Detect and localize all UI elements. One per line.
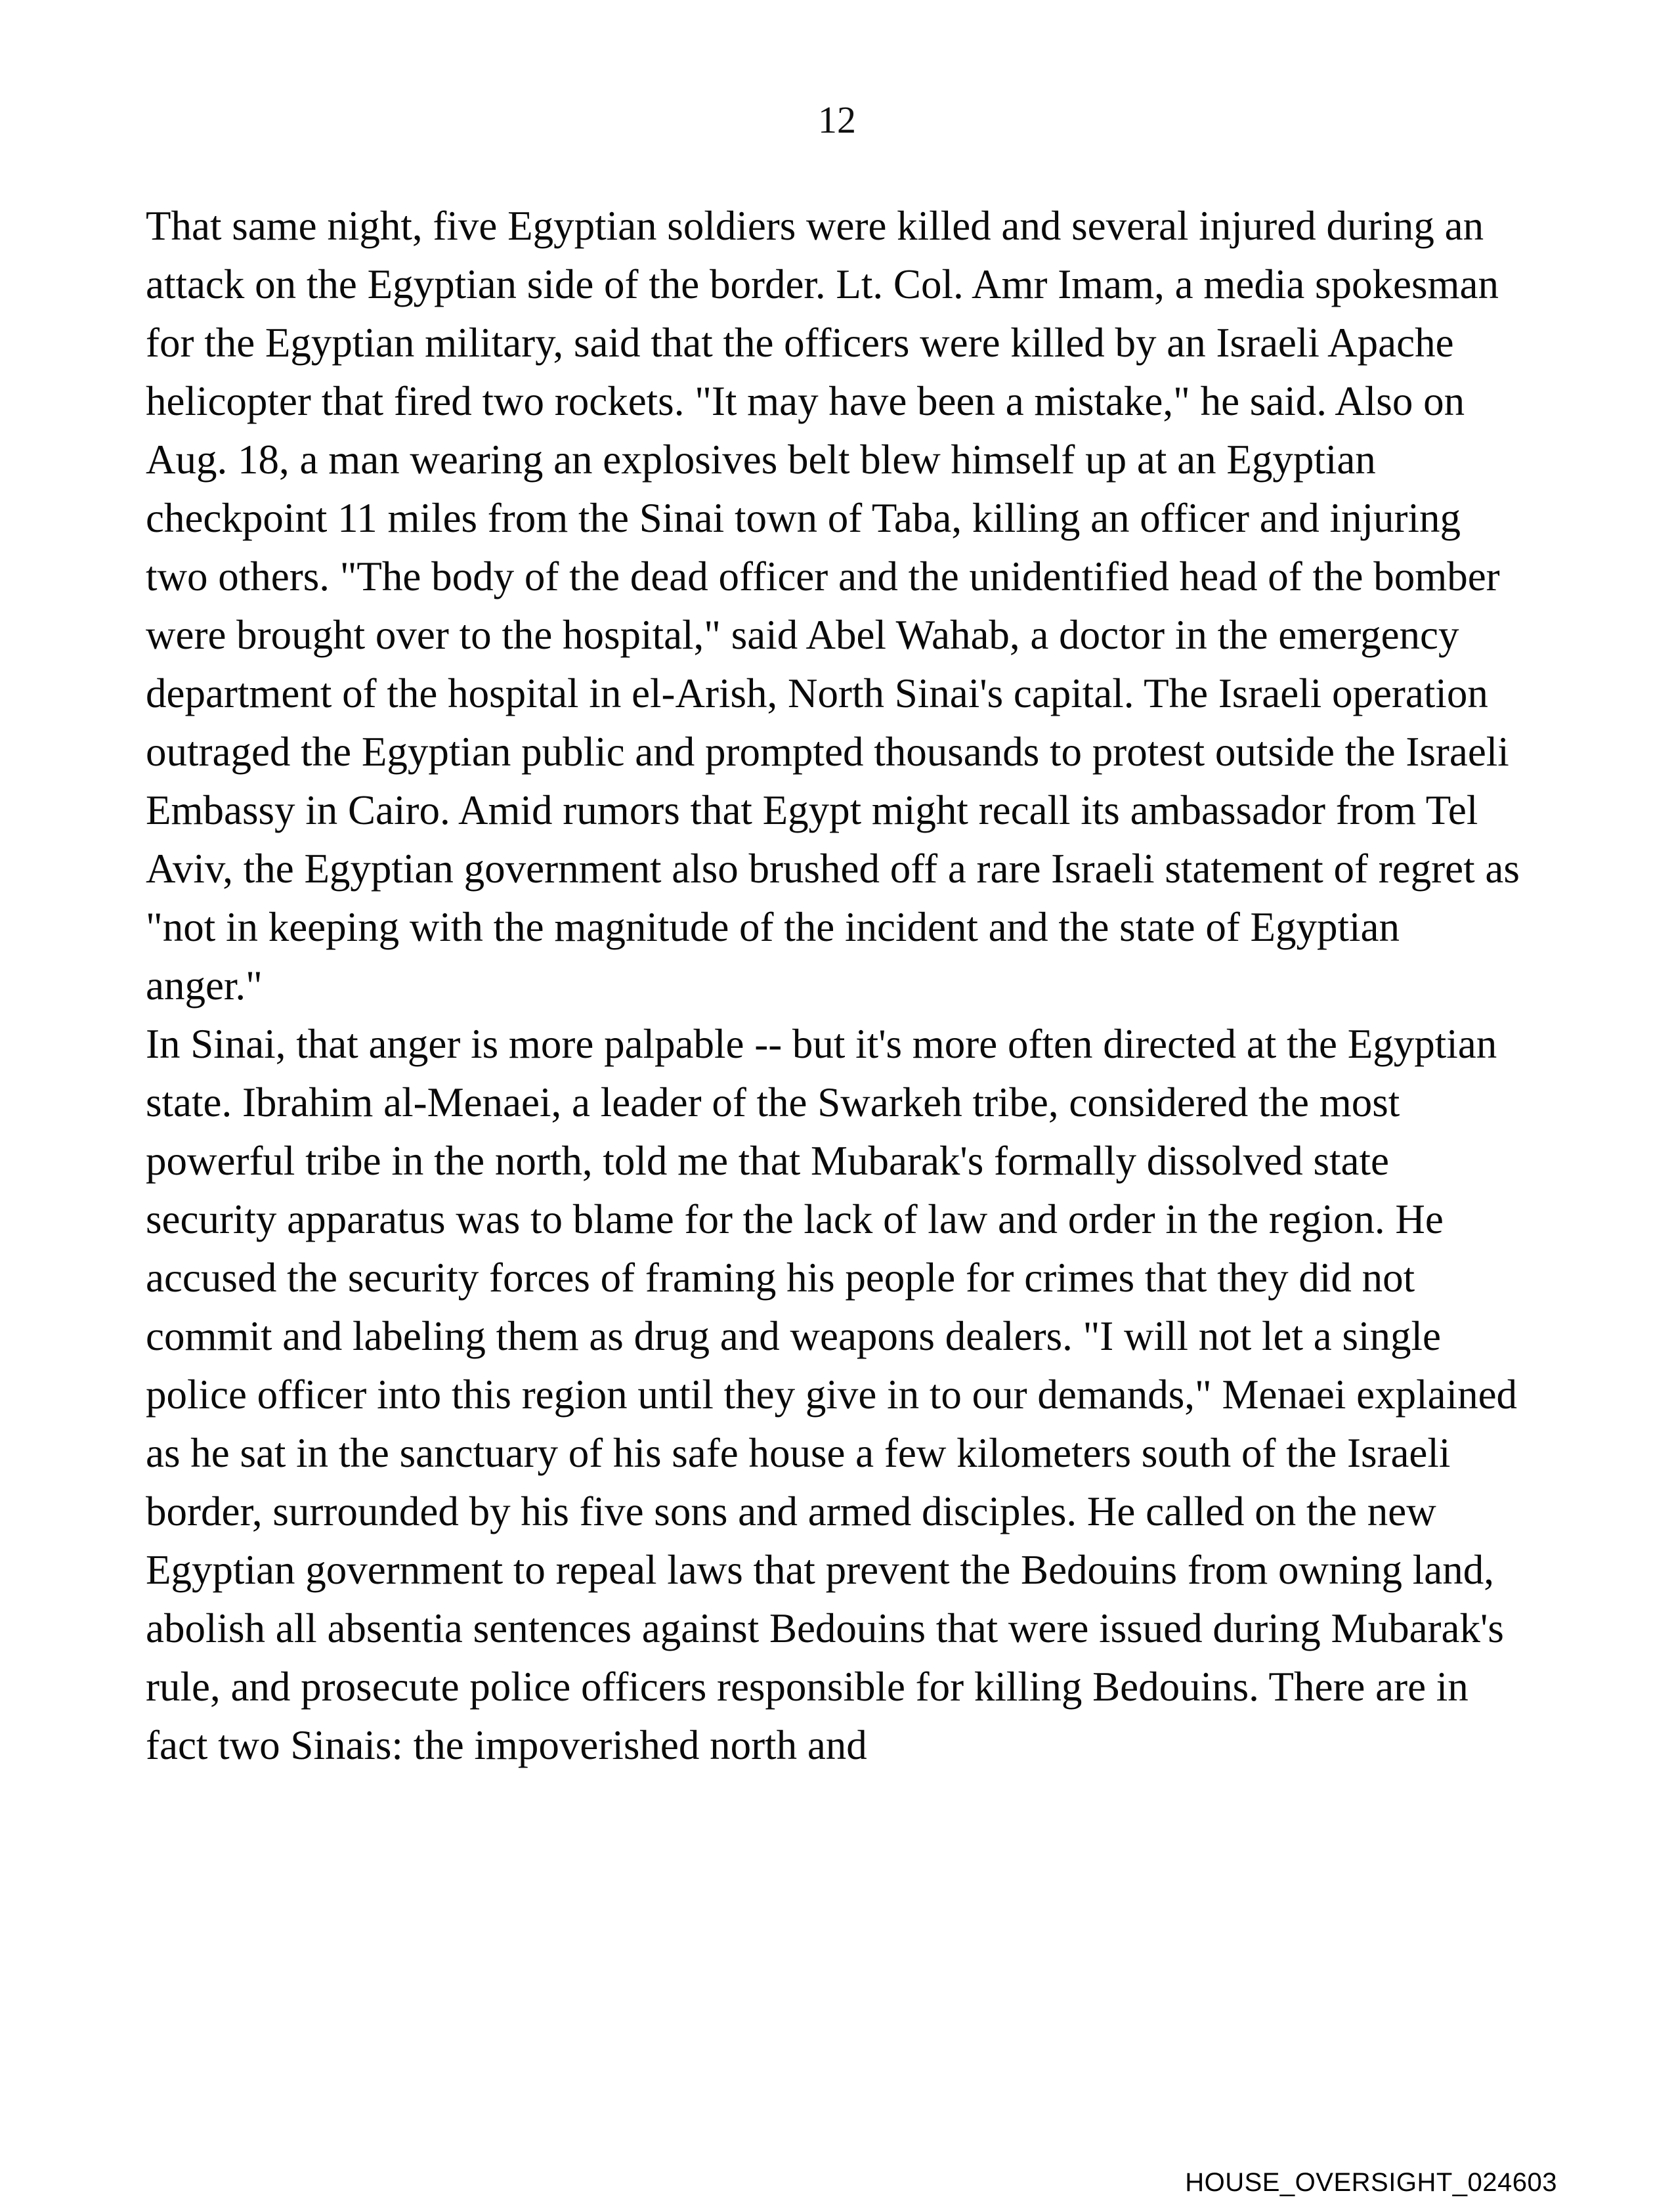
bates-number: HOUSE_OVERSIGHT_024603 — [1185, 2168, 1557, 2197]
document-body — [146, 197, 1521, 1775]
paragraph: That same night, five Egyptian soldiers were killed and several injured during an attack on the Egyptian side of the border. Lt. Col. Amr Imam, a media spokesman for the Egyptian military, said that the officers were killed by an Israeli Apache helicopter that fired two rockets. "It may have been a mistake," he said. Also on Aug. 18, a man wearing an explosives belt blew himself up at an Egyptian checkpoint 11 miles from the Sinai town of Taba, killing an officer and injuring two others. "The body of the dead officer and the unidentified head of the bomber were brought over to the hospital," said Abel Wahab, a doctor in the emergency department of the hospital in el-Arish, North Sinai's capital. The Israeli operation outraged the Egyptian public and prompted thousands to protest outside the Israeli Embassy in Cairo. Amid rumors that Egypt might recall its ambassador from Tel Aviv, the Egyptian government also brushed off a rare Israeli statement of regret as "not in keeping with the magnitude of the incident and the state of Egyptian anger." — [146, 203, 1520, 1008]
paragraph: In Sinai, that anger is more palpable -- but it's more often directed at the Egyptian state. Ibrahim al-Menaei, a leader of the Swarkeh tribe, considered the most powerful tribe in the north, told me that Mubarak's formally dissolved state security apparatus was to blame for the lack of law and order in the region. He accused the security forces of framing his people for crimes that they did not commit and labeling them as drug and weapons dealers. "I will not let a single police officer into this region until they give in to our demands," Menaei explained as he sat in the sanctuary of his safe house a few kilometers south of the Israeli border, surrounded by his five sons and armed disciples. He called on the new Egyptian government to repeal laws that prevent the Bedouins from owning land, abolish all absentia sentences against Bedouins that were issued during Mubarak's rule, and prosecute police officers responsible for killing Bedouins. There are in fact two Sinais: the impoverished north and — [146, 1021, 1518, 1768]
page-number: 12 — [818, 98, 856, 141]
